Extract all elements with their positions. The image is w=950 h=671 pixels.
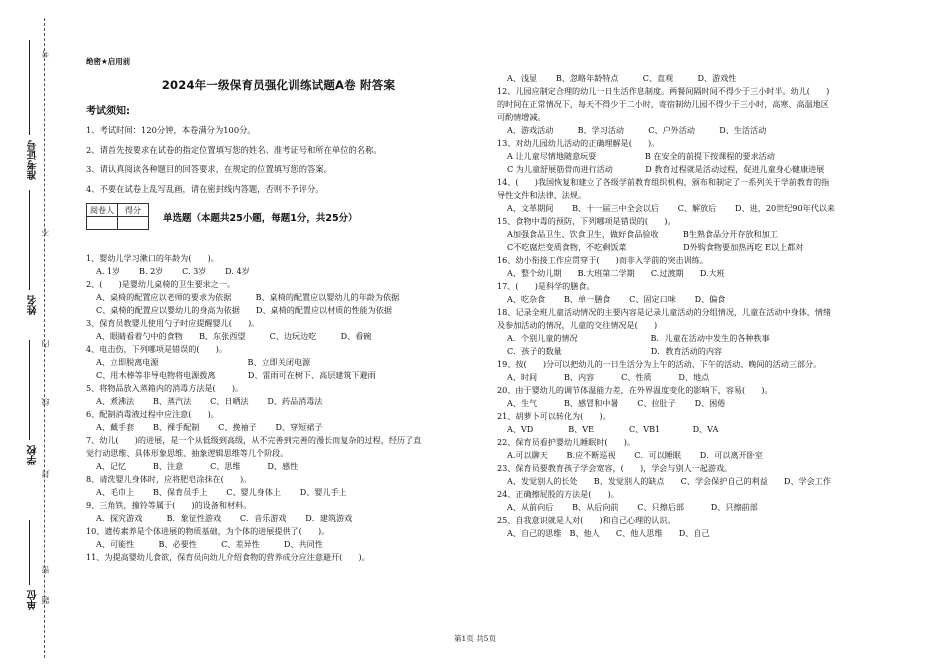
score-table	[86, 203, 149, 230]
score-row	[86, 203, 471, 230]
answer-options: A加强食品卫生、饮食卫生，做好食品验收 B生熟食品分开存放和加工	[507, 229, 778, 239]
question-line: 25、自我意识就是人对( )和自己心理的认识。	[497, 515, 676, 525]
notice-item: 1、考试时间：120分钟，本卷满分为100分。	[86, 125, 256, 135]
question-line: 24、正确擦屁股的方法是( )。	[497, 489, 619, 499]
question-line: 10、遗传素养是个体进展的物质基础，为个体的进展提供了( )。	[86, 526, 330, 536]
question-line: 17、( )是科学的膳食。	[497, 281, 595, 291]
name-label: 姓名	[28, 295, 39, 315]
answer-options: A、从前向后 B、从后向前 C、只擦后部 D、只擦前部	[507, 502, 758, 512]
answer-options: A、发觉别人的长处 B、发觉别人的缺点 C、学会保护自己的利益 D、学会工作	[507, 476, 831, 486]
unit-label: 单位	[28, 590, 39, 610]
score-header: 得分	[118, 204, 149, 217]
answer-options: A.可以聊天 B.应不断巡视 C．可以睡眠 D．可以离开卧室	[507, 450, 763, 460]
answer-options: A、煮沸法 B、蒸汽法 C、日晒法 D、药品消毒法	[96, 396, 323, 406]
notice-heading: 考试须知:	[86, 106, 130, 117]
answer-options: A、可能性 B、必要性 C、差异性 D、共同性	[96, 539, 323, 549]
answer-options: A. 1岁 B. 2岁 C. 3岁 D. 4岁	[96, 266, 250, 276]
answer-options: A、VD B、VE C、VB1 D、VA	[507, 424, 719, 434]
question-line: 15、食物中毒的预防，下列哪项是错误的( )。	[497, 216, 676, 226]
question-line: 14、( )我国恢复和建立了各级学前教育组织机构，颁布和制定了一系列关于学前教育的指	[497, 177, 830, 187]
question-line: 3、保育员教婴儿使用勺子时应提醒婴儿( )。	[86, 318, 260, 328]
answer-options: A、整个幼儿期 B.大班第二学期 C.过渡期 D.大班	[507, 268, 725, 278]
exam-id-label: 准考证号	[28, 140, 39, 180]
exam-id-line	[29, 40, 30, 135]
notice-item: 2、请首先按要求在试卷的指定位置填写您的姓名、准考证号和所在单位的名称。	[86, 144, 382, 155]
question-line: 23、保育员要教育孩子学会宽容，( )，学会与别人一起游戏。	[497, 463, 733, 473]
score-cell[interactable]	[118, 217, 149, 230]
answer-options: A、吃杂食 B、单一膳食 C、固定口味 D、偏食	[507, 294, 726, 304]
question-line: 2、( )是婴幼儿桌椅的卫生要求之一。	[86, 279, 236, 289]
binding-margin	[0, 0, 80, 671]
confidential-mark: 绝密★启用前	[86, 57, 131, 66]
grader-header: 阅卷人	[87, 204, 118, 217]
seal-mark: 线	[41, 398, 50, 406]
notice-item: 3、请认真阅读各种题目的回答要求，在规定的位置填写您的答案。	[86, 164, 332, 174]
name-line	[29, 190, 30, 290]
answer-options: A、记忆 B、注意 C、思维 D、感性	[96, 461, 299, 471]
seal-mark: 封	[41, 470, 50, 478]
question-list-right	[497, 72, 937, 540]
unit-line	[29, 520, 30, 585]
question-line: 1、婴幼儿学习漱口的年龄为( )。	[86, 253, 219, 263]
answer-options: A、毛巾上 B、保育员手上 C、婴儿身体上 D、婴儿手上	[96, 487, 347, 497]
seal-mark: 内	[41, 340, 50, 348]
seal-dashed-line	[44, 18, 45, 658]
question-line: 觉行动思维、具体形象思维、抽象逻辑思维等几个阶段。	[86, 448, 289, 458]
grader-cell[interactable]	[87, 217, 118, 230]
answer-options: A、眼睛看着勺中的食物 B、东张西望 C、边玩边吃 D、看碗	[96, 331, 372, 341]
question-line: 6、配制消毒液过程中应注意( )。	[86, 409, 219, 419]
seal-mark: 密	[41, 566, 50, 574]
page-footer: 第1页 共5页	[454, 634, 496, 643]
question-line: 11、为提高婴幼儿食欲，保育员向幼儿介绍食物的营养成分应注意避开( )。	[86, 552, 370, 562]
question-line: 19、按( )分可以把幼儿的一日生活分为上午的活动、下午的活动、晚间的活动三部分。	[497, 359, 822, 369]
question-line: 13、对幼儿园幼儿活动的正确理解是( )。	[497, 138, 660, 148]
question-line: 导性文件和法律、法规。	[497, 190, 587, 200]
question-line: 12、儿园应制定合理的幼儿一日生活作息制度。两餐间隔时间不得少于三小时半。幼儿( )	[497, 86, 830, 96]
answer-options: C、桌椅的配置应以婴幼儿的身高为依据 D、桌椅的配置应以材质的性能为依据	[96, 305, 392, 315]
question-line: 9、三角铁，撞铃等属于( )的设备和材料。	[86, 500, 252, 510]
answer-options: A、时间 B、内容 C、性质 D、地点	[507, 372, 710, 382]
answer-options: C、用木棒等非导电物将电源拨离 D、雷雨可在树下、高层建筑下避雨	[96, 370, 376, 380]
answer-options: C不吃腐烂变质食物，不吃剩饭菜 D外购食物要加热再吃 E以上都对	[507, 242, 804, 252]
seal-mark: 题	[41, 596, 50, 604]
seal-mark: 不	[41, 228, 50, 236]
answer-options: C 为儿童舒展筋骨而进行活动 D 教育过程就是活动过程，促进儿童身心健康进展	[507, 164, 825, 174]
answer-options: A、戴手套 B、裸手配制 C、挽袖子 D、穿短裙子	[96, 422, 323, 432]
answer-options: A．探究游戏 B．象征性游戏 C．音乐游戏 D．建筑游戏	[96, 513, 353, 523]
left-column	[86, 56, 471, 564]
answer-options: A．个别儿童的情况 B．儿童在活动中发生的各种秩事	[507, 333, 770, 343]
answer-options: A、浅显 B、忽略年龄特点 C、直观 D、游戏性	[507, 73, 737, 83]
question-line: 的时间在正常情况下，每天不得少于二小时，寄宿制幼儿园不得少于三小时，高寒、高温地区	[497, 99, 829, 109]
question-line: 可酌情增减。	[497, 112, 546, 122]
answer-options: C．孩子的数量 D．教育活动的内容	[507, 346, 723, 356]
question-line: 7、幼儿( )的进展，是一个从低级到高级，从不完善到完善的漫长而复杂的过程，经历了直	[86, 435, 422, 445]
answer-options: A、游戏活动 B、学习活动 C、户外活动 D、生活活动	[507, 125, 767, 135]
section-title: 单选题（本题共25小题，每题1分，共25分）	[163, 212, 358, 224]
school-label: 学校	[28, 445, 39, 465]
answer-options: A、生气 B、感冒和中暑 C、拉肚子 D、困倦	[507, 398, 726, 408]
answer-options: A 让儿童尽情地随意玩耍 B 在安全的前提下按课程的要求活动	[507, 151, 775, 161]
question-line: 4、电击伤，下列哪项是错误的( )。	[86, 344, 227, 354]
right-column	[497, 72, 937, 540]
question-line: 5、将物品放入蒸箱内的消毒方法是( )。	[86, 383, 244, 393]
question-list-left	[86, 252, 471, 564]
question-line: 22、保育员看护婴幼儿睡眠时( )。	[497, 437, 636, 447]
answer-options: A、桌椅的配置应以老师的要求为依据 B、桌椅的配置应以婴幼儿的年龄为依据	[96, 292, 400, 302]
question-line: 8、请洗婴儿身体时，应将肥皂涂抹在( )。	[86, 474, 252, 484]
school-line	[29, 340, 30, 440]
answer-options: A、立即脱离电源 B、立即关闭电源	[96, 357, 311, 367]
page-title: 2024年一级保育员强化训练试题A卷 附答案	[161, 78, 396, 92]
notice-item: 4、不要在试卷上乱写乱画，请在密封线内答题，否则不予评分。	[86, 183, 324, 194]
seal-mark: 考	[41, 50, 50, 58]
question-line: 16、幼小衔接工作应贯穿于( )而非入学前的突击训练。	[497, 255, 708, 265]
question-line: 20、由于婴幼儿的调节体温能力差，在外界温度变化的影响下，容易( )。	[497, 385, 773, 395]
question-line: 21、胡萝卜可以转化为( )。	[497, 411, 611, 421]
answer-options: A、文革期间 B、十一届三中全会以后 C、解放后 D、进，20世纪90年代以来	[507, 203, 835, 213]
answer-options: A、自己的思维 B、他人 C、他人思维 D、自己	[507, 528, 710, 538]
question-line: 18、记录全班儿童活动情况的主要内容是记录儿童活动的分组情况，儿童在活动中身体，情绪	[497, 307, 832, 317]
question-line: 及参加活动的情况，儿童的交往情况是( )	[497, 320, 658, 330]
